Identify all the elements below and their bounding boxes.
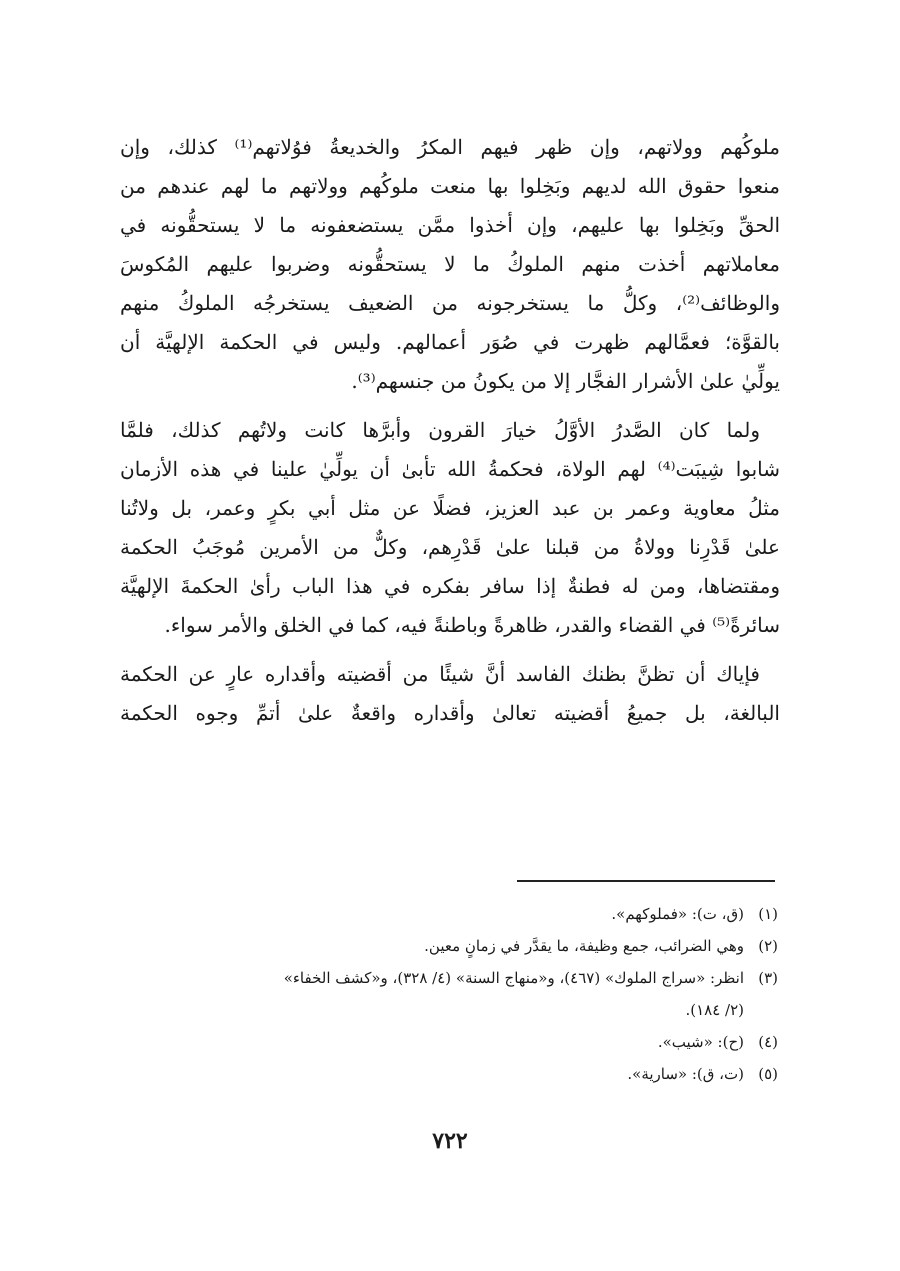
footnote-text: (ت، ق): «سارية». bbox=[627, 1065, 744, 1083]
main-text bbox=[120, 128, 780, 743]
text-line: ولما كان الصَّدرُ الأوَّلُ خيارَ القرون وأبرَّها كانت ولاتُهم كذلك، فلمَّا bbox=[120, 418, 760, 442]
footnote-number: (٥) bbox=[758, 1065, 778, 1083]
page-number: ٧٢٢ bbox=[432, 1128, 468, 1154]
footnote-text: (ق، ت): «فملوكهم». bbox=[611, 905, 744, 923]
text-line: فإياك أن تظنَّ بظنك الفاسد أنَّ شيئًا من أقضيته وأقداره عارٍ عن الحكمة bbox=[120, 662, 760, 686]
text-line: علىٰ قَدْرِنا وولاةُ من قبلنا علىٰ قَدْرِهم، وكلٌّ من الأمرين مُوجَبُ الحكمة bbox=[120, 535, 780, 559]
text-line: مثلُ معاوية وعمر بن عبد العزيز، فضلًا عن مثل أبي بكرٍ وعمر، بل ولاتُنا bbox=[120, 496, 780, 520]
text-line: يولِّيٰ علىٰ الأشرار الفجَّار إلا من يكونُ من جنسهم⁽³⁾. bbox=[351, 369, 780, 393]
paragraph-3 bbox=[120, 655, 780, 733]
footnote-text: انظر: «سراج الملوك» (٤٦٧)، و«منهاج السنة» (٤/ ٣٢٨)، و«كشف الخفاء» bbox=[283, 969, 744, 987]
text-line: البالغة، بل جميعُ أقضيته تعالىٰ وأقداره واقعةٌ علىٰ أتمِّ وجوه الحكمة bbox=[120, 701, 780, 725]
footnote-2 bbox=[120, 930, 778, 962]
text-line: منعوا حقوق الله لديهم وبَخِلوا بها منعت ملوكُهم وولاتهم ما لهم عندهم من bbox=[120, 174, 780, 198]
footnote-number: (٤) bbox=[758, 1033, 778, 1051]
footnote-text: وهي الضرائب، جمع وظيفة، ما يقدَّر في زمانٍ معين. bbox=[424, 937, 744, 955]
text-line: شابوا شِيبَت⁽⁴⁾ لهم الولاة، فحكمةُ الله تأبىٰ أن يولِّيٰ علينا في هذه الأزمان bbox=[120, 457, 780, 481]
text-line: معاملاتهم أخذت منهم الملوكُ ما لا يستحقُّونه وضربوا عليهم المُكوسَ bbox=[120, 252, 780, 276]
footnote-5 bbox=[120, 1058, 778, 1090]
text-line: بالقوَّة؛ فعمَّالهم ظهرت في صُوَر أعمالهم. وليس في الحكمة الإلهيَّة أن bbox=[120, 330, 780, 354]
footnote-1 bbox=[120, 898, 778, 930]
footnote-number: (١) bbox=[758, 905, 778, 923]
text-line: ومقتضاها، ومن له فطنةٌ إذا سافر بفكره في هذا الباب رأىٰ الحكمةَ الإلهيَّة bbox=[120, 574, 780, 598]
text-line: والوظائف⁽²⁾، وكلُّ ما يستخرجونه من الضعيف يستخرجُه الملوكُ منهم bbox=[120, 291, 780, 315]
footnote-text-continued: (٢/ ١٨٤). bbox=[685, 1001, 744, 1019]
footnote-4 bbox=[120, 1026, 778, 1058]
text-line: ملوكُهم وولاتهم، وإن ظهر فيهم المكرُ والخديعةُ فوُلاتهم⁽¹⁾ كذلك، وإن bbox=[120, 135, 780, 159]
footnotes bbox=[120, 898, 778, 1090]
text-line: الحقِّ وبَخِلوا بها عليهم، وإن أخذوا ممَّن يستضعفونه ما لا يستحقُّونه في bbox=[120, 213, 780, 237]
footnote-divider bbox=[517, 880, 775, 882]
text-line: سائرةً⁽⁵⁾ في القضاء والقدر، ظاهرةً وباطنةً فيه، كما في الخلق والأمر سواء. bbox=[164, 613, 780, 637]
paragraph-1 bbox=[120, 128, 780, 401]
footnote-3 bbox=[120, 962, 778, 1026]
footnote-text-block bbox=[120, 962, 744, 1026]
footnote-number: (٣) bbox=[758, 969, 778, 987]
footnote-text: (ح): «شيب». bbox=[657, 1033, 744, 1051]
paragraph-2 bbox=[120, 411, 780, 645]
footnote-number: (٢) bbox=[758, 937, 778, 955]
